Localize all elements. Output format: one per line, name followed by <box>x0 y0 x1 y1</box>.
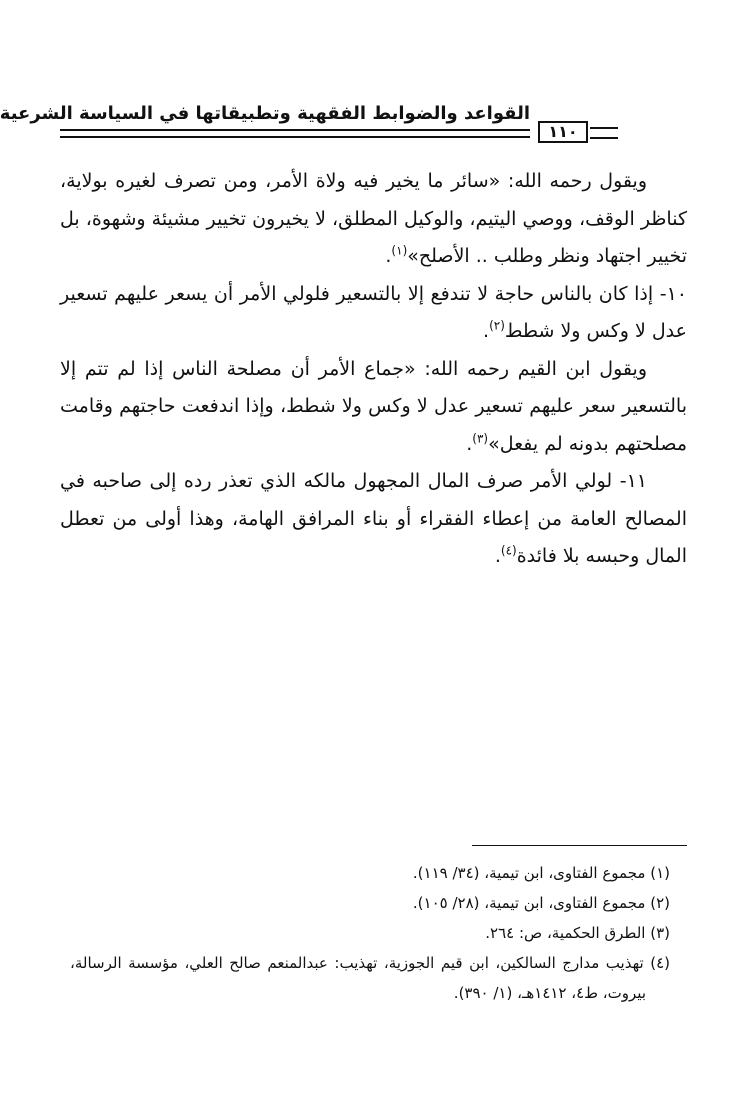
paragraph-2 <box>60 276 687 351</box>
page-header <box>0 103 680 143</box>
paragraph-1-tail: . <box>385 245 392 267</box>
footnote-ref-2: (٢) <box>489 318 505 333</box>
paragraph-2-tail: . <box>483 320 490 342</box>
footnote-ref-4: (٤) <box>500 543 517 558</box>
paragraph-1 <box>60 163 687 276</box>
paragraph-3 <box>60 351 687 464</box>
footnotes <box>70 858 670 1008</box>
paragraph-2-text: ١٠- إذا كان بالناس حاجة لا تندفع إلا بالتسعير فلولي الأمر أن يسعر عليهم تسعير عدل لا وكس ولا شطط <box>60 282 687 342</box>
footnote-3: (٣) الطرق الحكمية، ص: ٢٦٤. <box>485 924 670 942</box>
running-title: القواعد والضوابط الفقهية وتطبيقاتها في السياسة الشرعية <box>0 103 530 124</box>
footnote-2: (٢) مجموع الفتاوى، ابن تيمية، (٢٨/ ١٠٥). <box>412 894 670 912</box>
footnote-4: (٤) تهذيب مدارج السالكين، ابن قيم الجوزية، تهذيب: عبدالمنعم صالح العلي، مؤسسة الرسالة، بيروت، ط٤، ١٤١٢هـ، (١/ ٣٩٠). <box>70 954 670 1002</box>
footnote-ref-3: (٣) <box>472 431 489 446</box>
page-number: ١١٠ <box>538 121 588 143</box>
paragraph-4-tail: . <box>494 545 501 567</box>
page-number-mark <box>590 127 618 139</box>
header-double-rule <box>60 129 530 138</box>
footnote-ref-1: (١) <box>391 243 408 258</box>
paragraph-4 <box>60 463 687 576</box>
paragraph-4-text: ١١- لولي الأمر صرف المال المجهول مالكه الذي تعذر رده إلى صاحبه في المصالح العامة من إعطاء الفقراء أو بناء المرافق الهامة، وهذا أولى من تعطل المال وحبسه بلا فائدة <box>60 470 687 567</box>
footnote-separator <box>472 845 687 846</box>
paragraph-3-text: ويقول ابن القيم رحمه الله: «جماع الأمر أن مصلحة الناس إذا لم تتم إلا بالتسعير سعر عليهم تسعير عدل لا وكس ولا شطط، وإذا اندفعت حاجتهم وقامت مصلحتهم بدونه لم يفعل» <box>60 357 687 455</box>
footnote-1: (١) مجموع الفتاوى، ابن تيمية، (٣٤/ ١١٩). <box>412 864 670 882</box>
main-text <box>60 163 687 576</box>
paragraph-3-tail: . <box>466 432 473 455</box>
paragraph-1-text: ويقول رحمه الله: «سائر ما يخير فيه ولاة الأمر، ومن تصرف لغيره بولاية، كناظر الوقف، ووصي اليتيم، والوكيل المطلق، لا يخيرون تخيير مشيئة وشهوة، بل تخيير اجتهاد ونظر وطلب .. الأصلح» <box>60 170 687 267</box>
